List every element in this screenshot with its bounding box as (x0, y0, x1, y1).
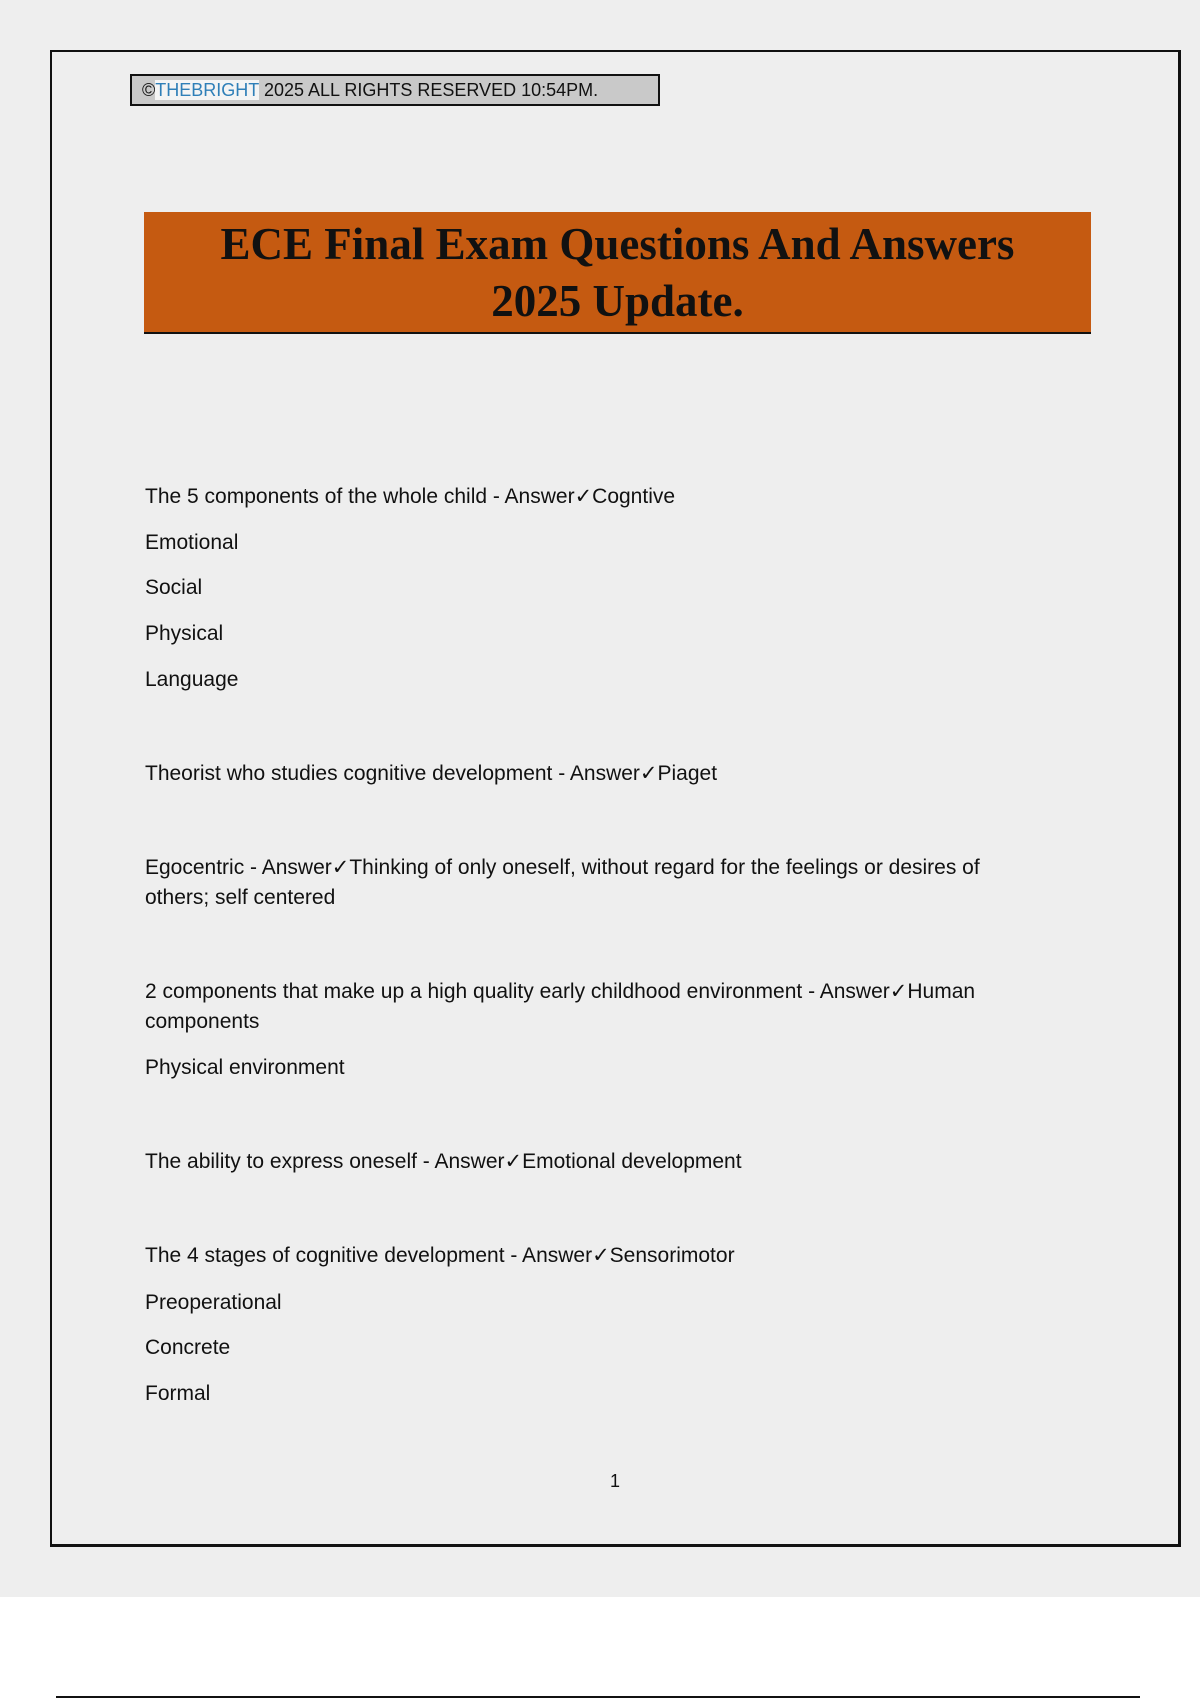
title-line-1: ECE Final Exam Questions And Answers (220, 219, 1015, 269)
next-page-rule (56, 1696, 1140, 1698)
text-line: The ability to express oneself - Answer✓Emotional development (145, 1150, 742, 1173)
text-line: Formal (145, 1382, 211, 1405)
text-line: The 5 components of the whole child - Answer✓Cogntive (145, 485, 676, 508)
text-line: Physical environment (145, 1056, 345, 1079)
text-line: Egocentric - Answer✓Thinking of only oneself, without regard for the feelings or desires of (145, 856, 980, 879)
text-line: components (145, 1010, 260, 1033)
text-line: The 4 stages of cognitive development - Answer✓Sensorimotor (145, 1244, 735, 1267)
text-line: 2 components that make up a high quality early childhood environment - Answer✓Human (145, 980, 976, 1003)
copyright-symbol: © (142, 80, 156, 100)
brand-name: THEBRIGHT (155, 80, 259, 100)
title-line-2: 2025 Update. (491, 276, 744, 326)
copyright-text: 2025 ALL RIGHTS RESERVED 10:54PM. (258, 80, 599, 100)
title-banner (144, 212, 1091, 334)
text-line: Social (145, 576, 203, 599)
text-line: others; self centered (145, 886, 336, 909)
text-line: Preoperational (145, 1291, 282, 1314)
copyright-header (130, 74, 660, 106)
text-line: Theorist who studies cognitive development - Answer✓Piaget (145, 762, 718, 785)
text-line: Concrete (145, 1336, 231, 1359)
text-line: Language (145, 668, 239, 691)
page-number: 1 (610, 1471, 621, 1491)
text-line: Emotional (145, 531, 239, 554)
text-line: Physical (145, 622, 224, 645)
